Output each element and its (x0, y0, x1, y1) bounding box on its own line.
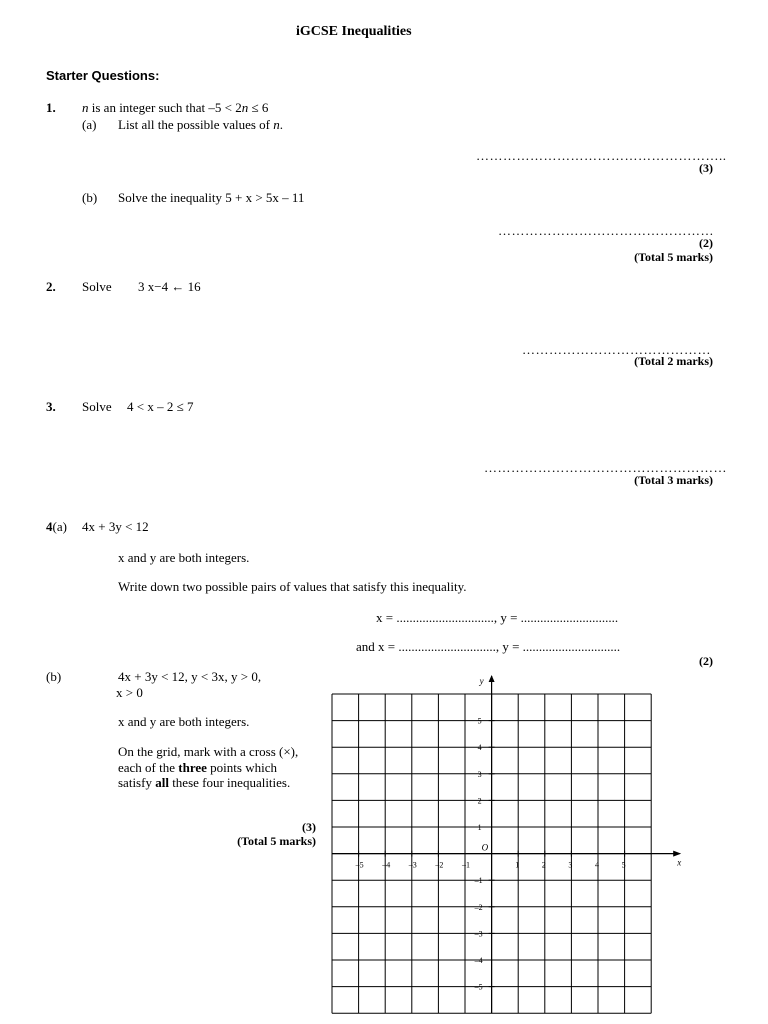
y-tick-label: 1 (477, 823, 482, 832)
grid-axes (332, 675, 681, 1013)
q4-number: 4 (46, 519, 53, 534)
q3-expr: 4 < x – 2 ≤ 7 (127, 399, 194, 414)
q1b-label: (b) (82, 190, 98, 205)
x-tick-label: –1 (462, 860, 470, 870)
x-axis-arrow (673, 851, 681, 857)
y-tick-label: 4 (477, 743, 482, 753)
q1-stem-end: ≤ 6 (248, 100, 269, 115)
q4a-pair1[interactable]: x = .............................., y = .............................. (376, 610, 619, 625)
q4b-line2b-post: points which (206, 760, 277, 775)
q4b-label: (b) (46, 669, 62, 684)
q4b-line2c-pre: satisfy (118, 775, 156, 790)
q3-total: (Total 3 marks) (634, 473, 713, 487)
x-tick-label: 5 (621, 860, 626, 870)
q1-stem (82, 100, 268, 116)
starter-heading: Starter Questions: (46, 68, 160, 83)
q1a-end: . (279, 117, 284, 132)
q4b-line2c-bold: all (155, 775, 169, 790)
q1b-marks: (2) (699, 236, 713, 250)
y-axis-arrow (489, 675, 495, 682)
q3-answer-line[interactable]: ……………………………………………… (484, 460, 727, 475)
q4b-expr2: x > 0 (116, 685, 143, 700)
x-axis-label: x (677, 857, 682, 868)
q1a-text (118, 117, 283, 133)
q4-number-row (46, 519, 67, 535)
q4b-line1: x and y are both integers. (118, 714, 250, 729)
q1-total: (Total 5 marks) (634, 250, 713, 264)
q4a-line2: Write down two possible pairs of values that satisfy this inequality. (118, 579, 467, 594)
x-tick-label: –4 (382, 860, 391, 870)
q1a-text-main: List all the possible values of (118, 117, 274, 132)
y-axis-label: y (479, 676, 484, 686)
q4b-marks: (3) (302, 820, 316, 834)
q4b-line2c-post: these four inequalities. (168, 775, 291, 790)
q4b-line2c (118, 775, 290, 791)
q1-stem-var2: n (241, 100, 249, 115)
q4b-expr1: 4x + 3y < 12, y < 3x, y > 0, (118, 669, 262, 684)
q4a-expr: 4x + 3y < 12 (82, 519, 149, 534)
q1b-answer-line[interactable]: ………………………………………… (498, 223, 714, 238)
x-tick-label: –2 (435, 860, 444, 870)
q1a-var: n (273, 117, 280, 132)
q1a-label: (a) (82, 117, 97, 132)
q4-total: (Total 5 marks) (237, 834, 316, 848)
q1-stem-var: n (82, 100, 89, 115)
q1b-text: Solve the inequality 5 + x > 5x – 11 (118, 190, 305, 205)
q1-number: 1. (46, 100, 56, 115)
q1-stem-text: is an integer such that –5 < 2 (88, 100, 242, 115)
q2-total: (Total 2 marks) (634, 354, 713, 368)
y-tick-label: 2 (477, 796, 482, 806)
q3-text: Solve (82, 399, 112, 414)
q1a-answer-line[interactable]: ……………………………………………….. (476, 148, 727, 163)
q2-answer-line[interactable]: …………………………………… (522, 342, 711, 357)
y-tick-label: 5 (477, 716, 482, 726)
q2-text: Solve (82, 279, 112, 294)
q4b-line2a: On the grid, mark with a cross (×), (118, 744, 299, 759)
origin-label: O (481, 842, 489, 853)
x-tick-label: 3 (568, 860, 573, 870)
y-tick-label: –2 (474, 902, 483, 912)
y-tick-label: –1 (474, 876, 483, 886)
page-title: iGCSE Inequalities (296, 24, 412, 39)
y-tick-label: 3 (477, 769, 482, 779)
x-tick-label: 1 (515, 860, 520, 870)
q1a-marks: (3) (699, 161, 713, 175)
coordinate-grid[interactable] (320, 672, 680, 1002)
q4a-pair2[interactable]: and x = .............................., y = .............................. (356, 639, 621, 654)
y-tick-label: –4 (474, 956, 483, 965)
x-tick-label: 2 (541, 860, 546, 870)
y-tick-label: –3 (474, 929, 483, 939)
q2-number: 2. (46, 279, 56, 294)
q4b-line2b (118, 760, 277, 776)
q4a-line1: x and y are both integers. (118, 550, 250, 565)
x-tick-label: –5 (355, 860, 364, 870)
q4a-marks: (2) (699, 654, 713, 668)
y-tick-label: –5 (474, 982, 483, 992)
q2-expr: 3 x−4 ← 16 (138, 279, 201, 294)
x-tick-label: –3 (408, 860, 417, 870)
q4b-line2b-bold: three (178, 760, 207, 775)
q3-number: 3. (46, 399, 56, 414)
x-tick-label: 4 (595, 860, 599, 870)
q4b-line2b-pre: each of the (118, 760, 179, 775)
q4a-label: (a) (52, 519, 67, 534)
